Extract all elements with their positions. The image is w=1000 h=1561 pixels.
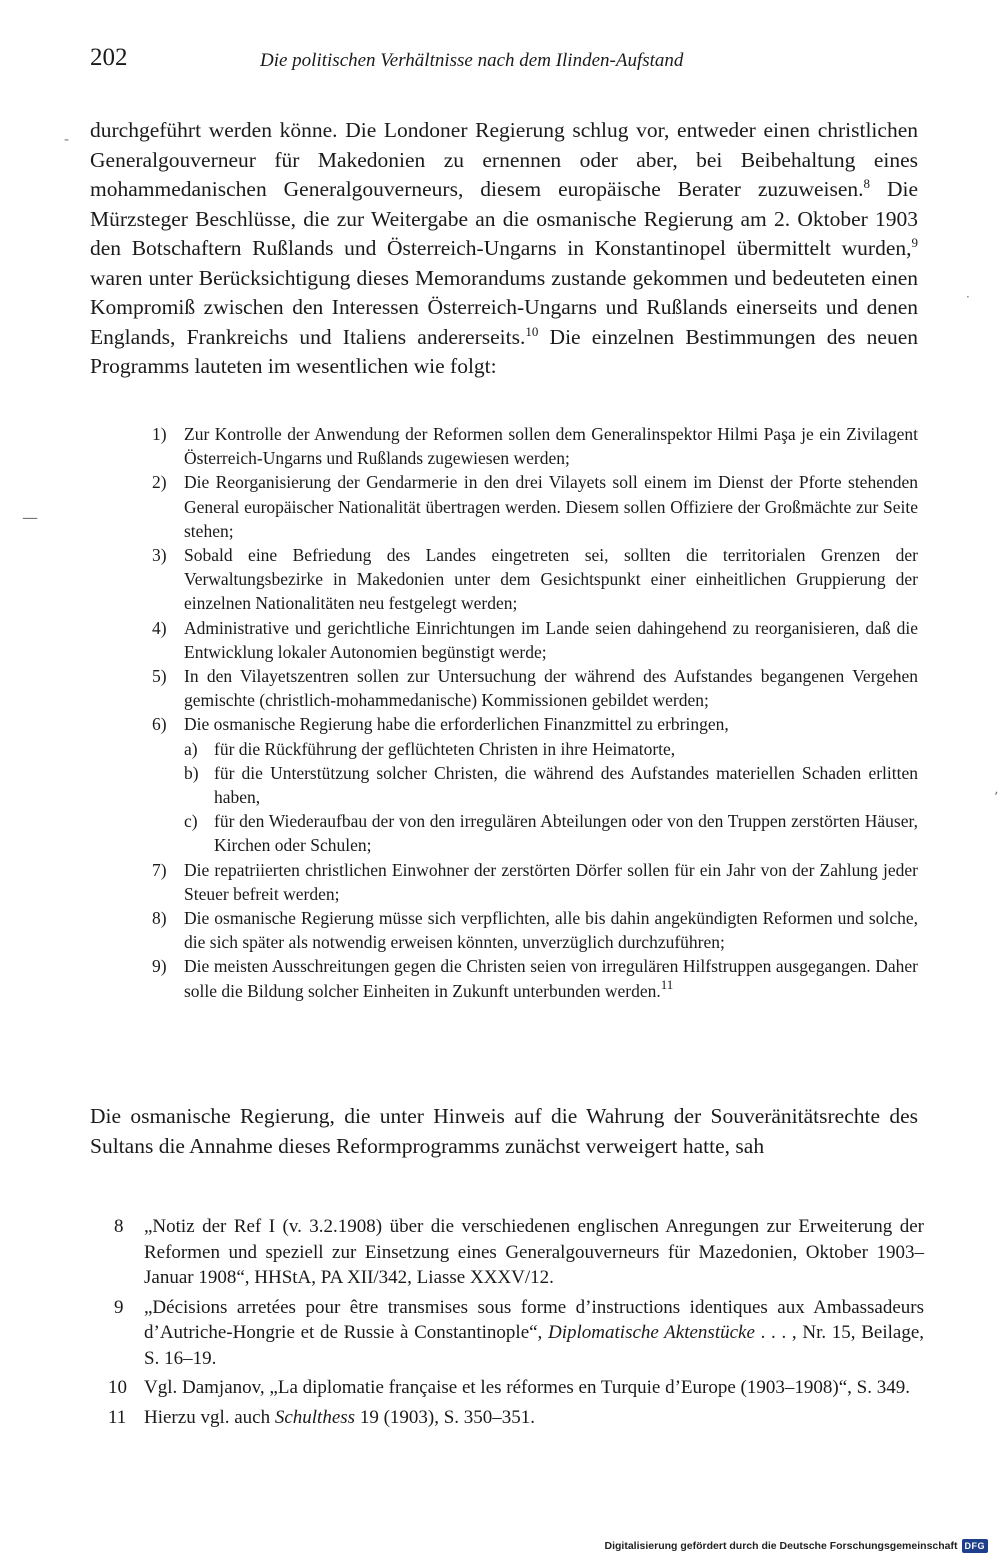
program-item-4 [152,616,918,664]
footnote-number: 10 [108,1377,127,1398]
footnote-8 [116,1214,924,1291]
scan-margin-mark: · [966,290,970,304]
footnote-text: Hierzu vgl. auch [144,1406,275,1428]
program-item-2 [152,470,918,543]
paragraph-segment: waren unter Berücksichtigung dieses Memorandums zustande gekommen und bedeuteten einen Kompromiß zwischen den Interessen Österreich-Ungarns und Rußlands einerseits und denen Englands, Frankreichs und Italiens andererseits. [90,265,918,349]
footnote-11 [108,1405,924,1431]
program-item-9 [152,954,918,1002]
footnote-ref-11[interactable]: 11 [660,976,674,992]
item-number: 1) [152,424,167,444]
program-subitem-b [184,761,918,809]
program-item-8 [152,906,918,954]
dfg-notice-text: Digitalisierung gefördert durch die Deutsche Forschungsgemeinschaft [604,1540,958,1552]
program-subitem-c [184,809,918,857]
footnote-number: 8 [114,1216,124,1237]
footnote-10 [108,1375,924,1401]
footnotes [108,1214,925,1434]
body-paragraph-1 [90,116,918,382]
item-text: Sobald eine Befriedung des Landes eingetreten sei, sollten die territorialen Grenzen der Verwaltungsbezirke in Makedonien unter dem Gesichtspunkt einer einheitlichen Gruppierung der einzelnen Nationalitäten neu festgelegt werden; [184,545,918,614]
subitem-letter: b) [184,762,199,783]
scan-margin-mark: — [22,508,38,527]
item-text: Zur Kontrolle der Anwendung der Reformen sollen dem Generalinspektor Hilmi Paşa je ein Zivilagent Österreich-Ungarns und Rußlands zugewiesen werden; [184,424,918,469]
item-number: 4) [152,617,167,638]
program-sublist [184,737,918,858]
footnote-source-title: Schulthess [274,1406,356,1428]
program-subitem-a [184,737,918,761]
program-item-5 [152,664,918,712]
footnote-9 [116,1295,924,1372]
scan-margin-mark: ʼ [994,790,999,806]
dfg-logo: DFG [962,1539,989,1553]
paragraph-segment: durchgeführt werden könne. Die Londoner Regierung schlug vor, entweder einen christlichen Generalgouverneur für Makedonien zu ernennen oder aber, bei Beibehaltung eines mohammedanischen Generalgouverneurs, diesem europäische Berater zuzuweisen. [90,118,918,201]
item-number: 9) [152,956,167,977]
page-header [90,44,920,78]
footnote-text: „Décisions arretées pour être transmises sous forme d’instructions identiques aux Ambassadeurs d’Autriche-Hongrie et de Russie à Constantinople“, [144,1296,924,1343]
footnote-number: 9 [114,1296,124,1318]
program-item-6 [152,712,918,857]
item-text: In den Vilayetszentren sollen zur Untersuchung der während des Aufstandes begangenen Vergehen gemischte (christlich-mohammedanische) Kommissionen gebildet werden; [184,666,918,711]
program-item-7 [152,858,918,906]
subitem-text: für den Wiederaufbau der von den irregulären Abteilungen oder von den Truppen zerstörten Häuser, Kirchen oder Schulen; [214,811,918,856]
item-text: Die Reorganisierung der Gendarmerie in den drei Vilayets soll einem im Dienst der Pforte stehenden General europäischer Nationalität übertragen werden. Diesem sollen Offiziere der Großmächte zur Seite stehen; [184,472,918,541]
item-number: 8) [152,908,167,929]
footnote-text: „Notiz der Ref I (v. 3.2.1908) über die verschiedenen englischen Anregungen zur Erweiterung der Reformen und speziell zur Einsetzung eines Generalgouverneurs für Mazedonien, Oktober 1903–Januar 1908“, HHStA, PA XII/342, Liasse XXXV/12. [144,1216,924,1288]
subitem-letter: a) [184,738,198,759]
page-number: 202 [90,44,128,71]
item-number: 3) [152,545,167,566]
reform-program-list [152,422,918,1003]
footnote-number: 11 [108,1406,127,1428]
subitem-text: für die Rückführung der geflüchteten Christen in ihre Heimatorte, [214,738,676,759]
item-text: Die osmanische Regierung müsse sich verpflichten, alle bis dahin angekündigten Reformen und solche, die sich später als notwendig erweisen könnten, unverzüglich durchzuführen; [184,908,918,953]
item-number: 2) [152,472,167,493]
footnote-text-rest: . . . , Nr. 15, Beilage, S. 16–19. [144,1322,925,1369]
program-item-3 [152,543,918,616]
footnote-ref-8[interactable]: 8 [863,176,871,191]
subitem-letter: c) [184,811,198,832]
item-text: Die repatriierten christlichen Einwohner der zerstörten Dörfer sollen für ein Jahr von der Zahlung jeder Steuer befreit werden; [184,859,918,904]
paragraph-segment: Die einzelnen Bestimmungen des neuen Programms lauteten im wesentlichen wie folgt: [90,324,918,378]
subitem-text: für die Unterstützung solcher Christen, die während des Aufstandes materiellen Schaden erlitten haben, [214,762,918,808]
footnote-text-rest: 19 (1903), S. 350–351. [355,1406,536,1428]
running-title: Die politischen Verhältnisse nach dem Ilinden-Aufstand [260,50,684,71]
scan-margin-mark: ‐ [64,132,70,148]
item-number: 7) [152,859,167,880]
footnote-ref-9[interactable]: 9 [911,235,918,250]
item-text: Die osmanische Regierung habe die erforderlichen Finanzmittel zu erbringen, [184,714,729,735]
program-item-1 [152,422,918,470]
body-paragraph-2: Die osmanische Regierung, die unter Hinweis auf die Wahrung der Souveränitätsrechte des Sultans die Annahme dieses Reformprogramms zunächst verweigert hatte, sah [90,1104,918,1158]
footnote-ref-10[interactable]: 10 [525,323,539,339]
paragraph-segment: Die Mürzsteger Beschlüsse, die zur Weitergabe an die osmanische Regierung am 2. Oktober 1903 den Botschaftern Rußlands und Österreich-Ungarns in Konstantinopel übermittelt wurden, [90,177,918,260]
item-text: Die meisten Ausschreitungen gegen die Christen seien von irregulären Hilfstruppen ausgegangen. Daher solle die Bildung solcher Einheiten in Zukunft unterbunden werden. [184,956,918,1001]
item-number: 6) [152,714,167,735]
footnote-text: Vgl. Damjanov, „La diplomatie française et les réformes en Turquie d’Europe (1903–1908)“, S. 349. [144,1377,910,1398]
dfg-notice [605,1539,988,1553]
item-text: Administrative und gerichtliche Einrichtungen im Lande seien dahingehend zu reorganisieren, daß die Entwicklung lokaler Autonomien begünstigt werde; [184,617,918,662]
item-number: 5) [152,666,167,687]
footnote-source-title: Diplomatische Aktenstücke [548,1322,755,1343]
